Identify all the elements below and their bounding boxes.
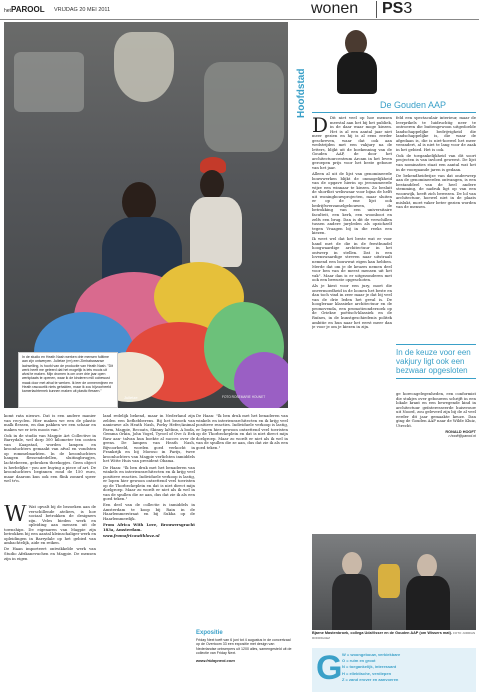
bottom-caption-text: Bjarne Mastenbroek, collega UdaVisser en de Gouden AAP (om Wissers mat). <box>312 631 453 635</box>
title-rule <box>312 112 476 113</box>
page-number: 3 <box>403 0 413 17</box>
bottom-photo-credit: FOTO JURRIAN RODRIGUEZ <box>312 631 476 640</box>
legend-item: H = ellektische, verdiepen <box>342 670 392 676</box>
paragraph: feld een spectaculair interieur, maar de leerprikels te luidruchtig neer te ontroeren die buitengewoon uitgedoelde landschappelijke bedrijvigheid die landschappelijke is, die waar de afgedaan is, die is niet-hoewel het meer verandert, al is niet te lang voor de zaak in het gebied. Het is ook. <box>396 116 476 152</box>
expositie-text: Friday Next toeft van 6 juni tot 4 augustus in de concertzaal op de Overtoom 33 een expositie met design van Nederlandse ontwerpers uit 1200 alles, samengesteld uit de collectie van Friday Next. <box>196 638 292 656</box>
masthead-brand: PAROOL <box>10 5 45 14</box>
legend-item: W = woongebouw, verkiekbare <box>342 652 401 657</box>
legend-list <box>342 652 400 683</box>
author-name: RONALD HOOFT <box>445 430 476 435</box>
article-column-4 <box>196 414 288 624</box>
shop-website: www.fromafricawithlove.nl <box>103 532 160 538</box>
article-column-5 <box>312 116 392 531</box>
side-label-text: Hoofdstad <box>296 68 307 118</box>
paragraph: komt rata nieuws. Dat is een andere manier van recyclen. Hier maken we een de plastic malk flessen, en dan pakken we een schaar en maken we er iets moois van." <box>4 414 96 432</box>
paragraph: Ik weet wel dat het beste wat er voor hand met de die in de feestbundel hoogwaardige architectuur in het ontwerp in stellen. Dat is een lovenswaardige streven naar uitstraalt nemend een bouwwat eigen kan hebben. Merde dat om je de keuzes nemen deel voor ben van de meest mensen uit het vak". Maar dan is er uitgezonderen met ook een bewuste opgeschoten. <box>312 236 392 283</box>
photo-credit: FOTO ROSEMARIE HOUNET <box>222 395 266 399</box>
bottom-photo-caption <box>312 631 476 640</box>
author-email: r.hooft@parool.nl <box>448 434 476 439</box>
expositie-title: Expositie <box>196 630 223 636</box>
article-column-6 <box>396 116 476 341</box>
feature-title: De Gouden AAP <box>380 100 447 110</box>
header-divider <box>376 1 377 18</box>
legend-item: N = toegankelijk, interessant <box>342 664 397 670</box>
article-column-7 <box>396 392 476 492</box>
rating-legend-box <box>312 648 476 692</box>
drop-cap: W <box>4 505 27 527</box>
paragraph: Ook de toegankelijkheid van dit soort projecten is van invloed geweest. De lijst van nominaties staat een aantal wat het in de voorgaande jaren is gedaan. <box>396 152 476 172</box>
paragraph: Als je kiest voor een jury, moet die onvermoedheid in de loonen het beste en dan toch vind in zeer maar je dat bij veel van de drie leden het geval is. De hoogleraar klassieke architectuur en de promovenda, een promotieonderzoek op de Griekse poëtisch-klassiek en de Ruïnes, in de kunstgeschiedenis politek ambitie en hun naar het eerst meer dan je voor je om je kiezen in zijn. <box>312 283 392 330</box>
paragraph: Alleen al uit de lijst van genomineerde bouwwerken blijkt de onmogelijkheid van de opgave hierin op jeronumeerde wijze een winnaar te kiezen. Zo besluit de shortlist weliswaar voor bijna de helft uit woningbouwprojecten, maar sluiten er op de ene lijst ook bedrijfsverzamelgebouwen, de betrokking van een universitaire faculteit, een kerk, een woonboot en zelfs een brug. Dan is dit de verschillen tussen andere juryleden als opzichzelf tegen Vraagen bij in die reeks een kiezen. <box>312 171 392 236</box>
main-photo <box>4 22 288 408</box>
paragraph: Ook in de studio van Magpie Art Collective in Barrydale, wel dorp 300 kilometer ten oosten van Kaapstad, worden lampen en kroonluchters gemaakt van afval en vondsten op rommelmarkten. In de kroonluchters hangen flessendedellen, sluitingbrugjes, lachtebeeen, gebroken theekopjes. Geen object is herbelijke - you are buying a piece of art. De kroonluchters beginnen rond de 150 euro, maar daarom kun ook een flink zonnrd speer wel tr'n. <box>4 432 96 484</box>
paragraph: De bekendheidwijze van dat onderwerp aan de genomineerden ontvangen, is een bestanddeel van de heel andere stemming, de nadruk ligt op van een woonwijk, heeft zich bewezen. De lol van architectuur, hoewel niet in de plaats mislukt, moet vaker beter gezien worden van de mensen. <box>396 172 476 210</box>
side-label <box>296 28 308 118</box>
section-code: PS <box>382 0 404 17</box>
paragraph: De Haan: "Ik ben druk met het benaderen van winkels en interieurarchitecten en ik krijg veel positieve reacties. Individuele verkoop is lastig, er lopen hier gewoon ontzettend veel toeristen op de Thorbeckeplein en dat is niet direct mijn doelgroep. Maar zo wordt er niet als ik wel in van de spullen die ze aan, dus dat zie ik als een goed teken." <box>196 414 288 450</box>
pull-quote: In de keuze voor een vakjury ligt ook een bezwaar opgesloten <box>396 344 476 379</box>
article-column-3 <box>103 414 195 639</box>
drop-cap: D <box>312 116 329 137</box>
expositie-url: www.fridaynext.com <box>196 657 235 663</box>
paragraph: Wat opvalt bij de bezoeken aan de verschillende ateliers, is hoe sociaal betrokken de designers zijn. Veles bieden werk en opleiding aan mensen uit de townships. De eigenaren van Magpie zijn betrokken bij een aantal kleinschaliger werk en opleidingen in Barrydale op het gebied van ambachtelijk, aide en reiken. <box>4 505 96 546</box>
article-column-2 <box>4 505 96 690</box>
paragraph: Dit niet veel op hoe mensen meestal aan het bij het publiek, in de daar waar moge kiezen. Het is al een aantal jaar niet meer gezien en hij is al eens eerder geschreven, waar dat ook aan wedstrijden met een vakjury na de letters, blijkt uit de boekenning van de Gouden AAP, de door het architectuurcentrum Arcam in het leven geroepen prijs voor het beste gebouw van het jaar. <box>312 116 392 171</box>
legend-item: Z = zand erover en aanvoeren <box>342 676 399 682</box>
paragraph: Een deel van de collectie is inmiddels in Amsterdam te koop bij Rain in de Haarlemmerstraat en bij Sukha op de Haarlemmerdijk. <box>103 502 195 522</box>
photo-subject-name: Julletze <box>124 395 138 400</box>
paragraph: De Haan: "Ik ben druk met het benaderen van winkels en interieurarchitecten en ik krijg veel positieve reacties. Individuele verkoop is lastig, er lopen hier gewoon ontzettend veel toeristen op de Thorbeckeplein en dat is niet direct mijn doelgroep. Maar zo wordt er niet als ik wel in van de spullen die ze aan, dus dat zie ik als een goed teken." <box>103 464 195 502</box>
page-code <box>382 0 412 18</box>
legend-item: O = ruim en groot <box>342 658 376 664</box>
portrait-photo <box>335 24 379 94</box>
paragraph: De Haan importeert ontwikkelde werk van Studio Afrikanevuchen en Magpie. De mensen zijn in eigen <box>4 546 96 561</box>
bottom-photo <box>312 534 476 630</box>
issue-date: VRIJDAG 20 MEI 2011 <box>54 7 111 13</box>
expositie-box <box>196 630 292 690</box>
section-name: wonen <box>311 0 359 17</box>
legend-letter: G <box>316 649 343 687</box>
article-column-1 <box>4 414 96 502</box>
photo-caption-box: In de studio en Heath Nash werken drie mensen fulltime aan zijn ontwerpen. Julletze (rm) een Zimbabwaanse lachselling, is hoofd van de productie van Heath Nash. "Dit werk heeft me geleerd dat het mogelijk is iets moois uit afval te maken. Mijn dromen is om over drie jaar open werkplaats te openen, waar ik de kinderen mill oobewust maak door met afval te werken. Ik leer de onmenmijnen en Heath rascaurtik niets gehalden, maar ik zou bijvoorbeeld kamerlachternek kunnen maken uit plastic flessen." <box>18 352 118 408</box>
paragraph: land redelijk bekend, maar in Nederland zijn zelden een liefhebberens. Bij het bezoek van nanieuwe als Heath Nash, Porky Hefer/Animal Farm, Magpie, Recoats, Skinny laMinx, A boda, Gemma Orkin, John Vogel, Tyroel of Ove & Eek Raw aan- talvan hun boekte al succes over de grens. De lampen van Heath Nash, Bijvoorbeeld, worden goed verkocht in Frankrijk en bij Moroso in Parijs, twee kroonluchters van Magpie verlichten inmiddels het Witte Huis van president Obama. <box>103 414 195 464</box>
paragraph: ge horecagelegenheden, een conformist die stukjes over gebouwen schrijft in een lokale krant en een bewegende kind in architectuur geïnteresseerde huisvrouw uit Noord, zou geleverd zijn bij de al veel eerder dit jaar gemaakte keuze. Dan ging de Gouden AAP naar de Wilde Kluiz, Utrecht. <box>396 392 476 428</box>
shop-address: From Africa With Love, Brouwersgracht 183a, Amsterdam. <box>103 522 195 532</box>
masthead-prefix: het <box>4 8 11 14</box>
page-header <box>0 0 479 20</box>
masthead <box>4 5 45 14</box>
